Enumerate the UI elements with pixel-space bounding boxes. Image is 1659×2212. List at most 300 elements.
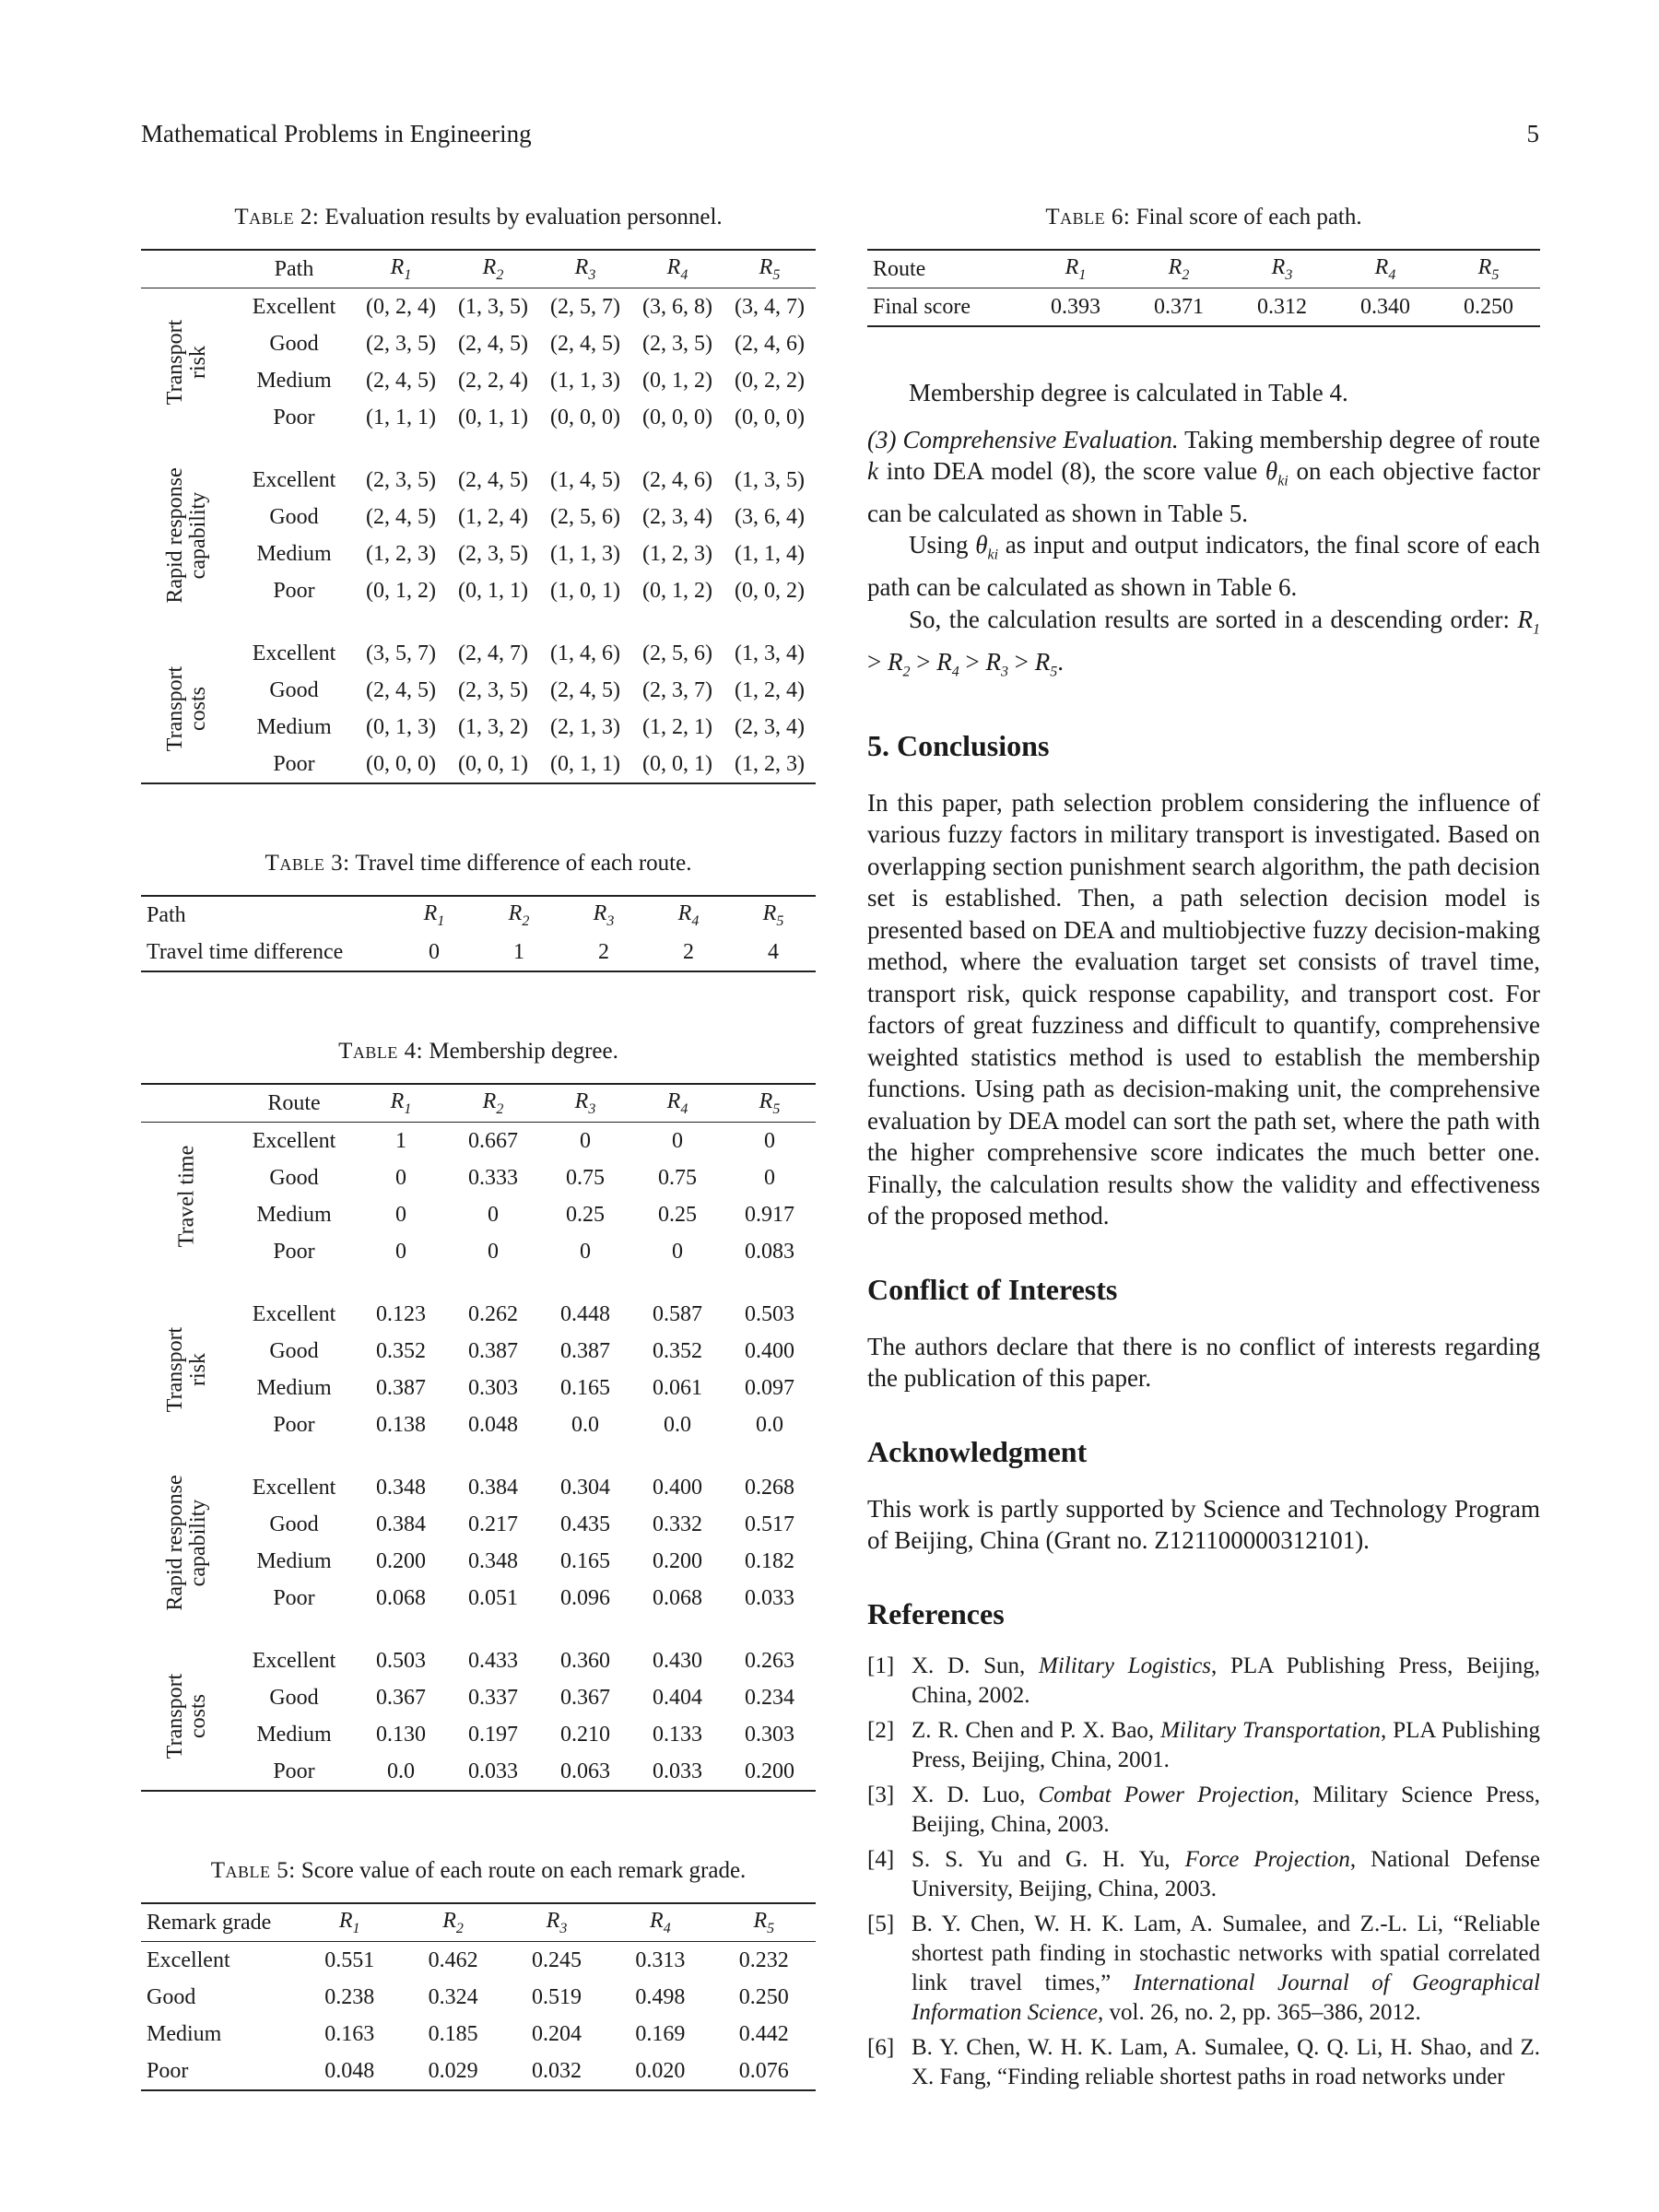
- table2-row: [141, 288, 816, 326]
- table2-cell: (1, 2, 4): [735, 677, 805, 702]
- route-header: [355, 250, 447, 288]
- table4-cell: 0: [580, 1239, 591, 1264]
- route-header-label: $R_4$: [666, 1088, 688, 1117]
- table2-cell: (0, 2, 2): [735, 368, 805, 393]
- table4-body: [141, 1123, 816, 1792]
- table5-cell: 0.029: [428, 2058, 478, 2083]
- reference-text: X. D. Luo, Combat Power Projection, Military Science Press, Beijing, China, 2003.: [912, 1782, 1540, 1837]
- route-header-label: $R_1$: [1065, 254, 1087, 283]
- table2-cell: (2, 5, 6): [642, 641, 712, 665]
- table5-row-label: Good: [147, 1984, 196, 2009]
- reference-text: S. S. Yu and G. H. Yu, Force Projection, National Defense University, Beijing, China, 2003.: [912, 1846, 1540, 1901]
- table4-group-label: Transport costs: [163, 1673, 210, 1759]
- ordering-paragraph: So, the calculation results are sorted in a descending order: $R_1 > R_2 > R_4 > R_3 > R_5$.: [867, 605, 1540, 680]
- table4-cell: 0.400: [653, 1475, 702, 1500]
- table5-row: [141, 1979, 816, 2016]
- table4-cell: 0.165: [560, 1548, 610, 1573]
- order-route: $R_1$: [1517, 605, 1540, 638]
- table2-cell: (0, 1, 3): [366, 714, 436, 739]
- route-header: [505, 1903, 608, 1942]
- conflict-heading: Conflict of Interests: [867, 1272, 1118, 1306]
- table4-cell: 0.217: [468, 1512, 518, 1536]
- order-separator: >: [959, 647, 986, 676]
- order-route: $R_5$: [1034, 647, 1058, 680]
- reference-item: [867, 1716, 1540, 1775]
- table2-cell: (1, 2, 1): [642, 714, 712, 739]
- table2-cell: (3, 6, 8): [642, 294, 712, 319]
- reference-item: [867, 1652, 1540, 1711]
- table3-header-row: [141, 896, 816, 934]
- table5-cell: 0.204: [531, 2021, 582, 2046]
- reference-title: Force Projection: [1184, 1846, 1350, 1872]
- table4-cell: 0.130: [376, 1722, 426, 1747]
- route-header-label: $R_2$: [482, 1088, 504, 1117]
- route-header-label: $R_4$: [666, 254, 688, 283]
- membership-paragraph: Membership degree is calculated in Table 4.: [909, 379, 1348, 406]
- table5-cell: 0.048: [324, 2058, 375, 2083]
- acknowledgment-text: This work is partly supported by Science and Technology Program of Beijing, China (Grant no. Z121100000312101).: [867, 1494, 1540, 1555]
- reference-title: International Journal of Geographical Information Science: [912, 1970, 1540, 2025]
- table4-cell: 0.75: [658, 1165, 697, 1190]
- table2-cell: (2, 4, 5): [550, 677, 620, 702]
- reference-number: [4]: [867, 1846, 895, 1872]
- route-header-label: $R_2$: [482, 254, 504, 283]
- table2-row: [141, 672, 816, 709]
- table2-cell: (0, 0, 0): [366, 751, 436, 776]
- table2-cell: (1, 4, 6): [550, 641, 620, 665]
- table2-cell: (1, 3, 2): [458, 714, 528, 739]
- table6-cell: 0.312: [1257, 294, 1307, 319]
- left-column: [141, 205, 816, 2091]
- table2-cell: (1, 3, 5): [735, 467, 805, 492]
- table4-cell: 0: [672, 1239, 683, 1264]
- table2-cell: (1, 2, 3): [735, 751, 805, 776]
- table2: [141, 249, 816, 784]
- route-header: [1127, 250, 1230, 288]
- table4-cell: 0.503: [376, 1648, 426, 1673]
- table4-cell: 0.234: [745, 1685, 794, 1710]
- table2-row: [141, 572, 816, 609]
- route-header-label: $R_4$: [650, 1908, 671, 1936]
- table5-cell: 0.250: [738, 1984, 789, 2009]
- route-header-label: $R_3$: [1271, 254, 1293, 283]
- table3-cell: 1: [513, 939, 524, 964]
- table2-cell: (1, 1, 1): [366, 405, 436, 429]
- reference-number: [1]: [867, 1653, 895, 1678]
- table4-cell: 0.063: [560, 1759, 610, 1783]
- table2-cell: (1, 2, 3): [642, 541, 712, 566]
- table4-cell: 0.25: [566, 1202, 605, 1227]
- table4-row: [141, 1406, 816, 1443]
- table2-grade: Good: [269, 331, 319, 356]
- table2-cell: (2, 4, 5): [366, 504, 436, 529]
- table4-cell: 0: [488, 1239, 499, 1264]
- table4-group-label: Transport risk: [163, 1326, 210, 1413]
- table2-cell: (2, 4, 5): [550, 331, 620, 356]
- table4-row: [141, 1642, 816, 1679]
- table2-cell: (0, 0, 1): [458, 751, 528, 776]
- table6-header-row: [867, 250, 1540, 288]
- table4-cell: 0.435: [560, 1512, 610, 1536]
- table2-cell: (0, 1, 2): [366, 578, 436, 603]
- route-header-label: $R_1$: [390, 1088, 412, 1117]
- table2-row: [141, 462, 816, 499]
- table4-cell: 0.400: [745, 1338, 794, 1363]
- table2-cell: (2, 3, 5): [458, 541, 528, 566]
- order-separator: >: [910, 647, 937, 676]
- table2-cell: (2, 3, 4): [735, 714, 805, 739]
- table4-cell: 0.0: [387, 1759, 415, 1783]
- table4-row: [141, 1506, 816, 1543]
- table4-cell: 0.197: [468, 1722, 518, 1747]
- table4-cell: 0.165: [560, 1375, 610, 1400]
- table4-cell: 0.200: [653, 1548, 702, 1573]
- table2-cell: (2, 4, 5): [366, 368, 436, 393]
- table4-cell: 0.448: [560, 1301, 610, 1326]
- table4-cell: 0.200: [745, 1759, 794, 1783]
- reference-number: [5]: [867, 1911, 895, 1936]
- acknowledgment-heading: Acknowledgment: [867, 1434, 1088, 1468]
- reference-text: Z. R. Chen and P. X. Bao, Military Transportation, PLA Publishing Press, Beijing, China, 2001.: [912, 1717, 1540, 1772]
- route-header-label: $R_5$: [759, 254, 781, 283]
- table3-cell: 2: [598, 939, 609, 964]
- table2-cell: (0, 1, 1): [550, 751, 620, 776]
- table4-cell: 0.352: [376, 1338, 426, 1363]
- table4-cell: 0.430: [653, 1648, 702, 1673]
- route-header-label: $R_5$: [1477, 254, 1500, 283]
- table5-cell: 0.032: [531, 2058, 582, 2083]
- table5-cell: 0.462: [428, 1947, 478, 1972]
- references-heading: References: [867, 1596, 1005, 1630]
- table4-cell: 0.182: [745, 1548, 794, 1573]
- table4-cell: 0.517: [745, 1512, 794, 1536]
- table6-block: [867, 205, 1540, 327]
- table3: [141, 895, 816, 972]
- table4-cell: 0.303: [745, 1722, 794, 1747]
- order-route: $R_2$: [887, 647, 911, 680]
- table4-cell: 0.096: [560, 1585, 610, 1610]
- table4-cell: 0.384: [468, 1475, 518, 1500]
- table4-cell: 0: [764, 1165, 775, 1190]
- route-header: [447, 250, 539, 288]
- table4-grade: Medium: [256, 1202, 332, 1227]
- table2-grade: Medium: [256, 368, 332, 393]
- table2-group-label: Transport costs: [163, 665, 210, 752]
- table4-cell: 0.068: [653, 1585, 702, 1610]
- table5-cell: 0.324: [428, 1984, 478, 2009]
- table4-cell: 0.304: [560, 1475, 610, 1500]
- table4-row: [141, 1196, 816, 1233]
- route-header-label: $R_1$: [338, 1908, 360, 1936]
- table4-cell: 0.200: [376, 1548, 426, 1573]
- reference-title: Military Logistics: [1039, 1653, 1212, 1678]
- table2-grade: Good: [269, 504, 319, 529]
- reference-text: B. Y. Chen, W. H. K. Lam, A. Sumalee, and Z.-L. Li, “Reliable shortest path finding in stochastic networks with spatial correlated link travel times,” International Journal of Geographical Information Science, vol. 26, no. 2, pp. 365–386, 2012.: [912, 1911, 1540, 2025]
- table4-grade: Good: [269, 1165, 319, 1190]
- table5-cell: 0.163: [324, 2021, 375, 2046]
- table5-cell: 0.442: [738, 2021, 789, 2046]
- route-header: [731, 896, 816, 934]
- route-header: [608, 1903, 712, 1942]
- table4-cell: 0.587: [653, 1301, 702, 1326]
- conflict-text: The authors declare that there is no conflict of interests regarding the publication of this paper.: [867, 1332, 1540, 1393]
- table2-cell: (2, 4, 7): [458, 641, 528, 665]
- table5-row: [141, 2053, 816, 2090]
- route-header: [539, 250, 631, 288]
- table4-cell: 0: [764, 1128, 775, 1153]
- table4-grade: Medium: [256, 1548, 332, 1573]
- table4-cell: 0.210: [560, 1722, 610, 1747]
- table4-cell: 0.033: [745, 1585, 794, 1610]
- table3-cell: 0: [429, 939, 440, 964]
- table4: [141, 1083, 816, 1792]
- table4-cell: 0.332: [653, 1512, 702, 1536]
- table4-cell: 0.75: [566, 1165, 605, 1190]
- table3-row-label: Travel time difference: [147, 939, 344, 964]
- table2-row: [141, 325, 816, 362]
- table2-row: [141, 362, 816, 399]
- route-header: [724, 250, 816, 288]
- table4-grade: Good: [269, 1338, 319, 1363]
- table4-cell: 0: [395, 1202, 406, 1227]
- table4-row: [141, 1370, 816, 1406]
- table4-grade: Good: [269, 1685, 319, 1710]
- route-header-label: $R_2$: [442, 1908, 464, 1936]
- table4-grade: Medium: [256, 1375, 332, 1400]
- table4-row: [141, 1753, 816, 1791]
- table4-cell: 0.268: [745, 1475, 794, 1500]
- table4-cell: 0.348: [468, 1548, 518, 1573]
- group-spacer: [141, 1270, 816, 1296]
- table4-cell: 0.337: [468, 1685, 518, 1710]
- table4-cell: 0.0: [571, 1412, 599, 1437]
- table2-group-label: Rapid response capability: [163, 467, 210, 604]
- reference-item: [867, 2033, 1540, 2092]
- table4-cell: 0.25: [658, 1202, 697, 1227]
- table5-col0-header: Remark grade: [141, 1903, 298, 1942]
- table4-cell: 0.333: [468, 1165, 518, 1190]
- route-header: [539, 1084, 631, 1123]
- table4-grade: Good: [269, 1512, 319, 1536]
- table2-cell: (1, 2, 4): [458, 504, 528, 529]
- route-header-label: $R_5$: [753, 1908, 775, 1936]
- table4-grade: Poor: [273, 1239, 315, 1264]
- using-theta-paragraph: Using $\theta_{ki}$ as input and output indicators, the final score of each path can be calculated as shown in Table 6.: [867, 531, 1540, 602]
- table2-block: [141, 205, 816, 784]
- table2-cell: (0, 1, 1): [458, 405, 528, 429]
- group-spacer: [141, 1443, 816, 1469]
- table4-col0-header: Route: [233, 1084, 355, 1123]
- table5-row: [141, 2016, 816, 2053]
- group-spacer: [141, 436, 816, 462]
- route-header-label: $R_3$: [574, 254, 596, 283]
- table2-cell: (0, 0, 0): [735, 405, 805, 429]
- table4-cell: 0.348: [376, 1475, 426, 1500]
- table2-cell: (2, 3, 5): [366, 467, 436, 492]
- order-separator: >: [1007, 647, 1035, 676]
- table2-cell: (2, 4, 5): [458, 467, 528, 492]
- table5-cell: 0.245: [531, 1947, 582, 1972]
- table5-row: [141, 1942, 816, 1980]
- route-header-label: $R_1$: [423, 900, 445, 929]
- reference-item: [867, 1845, 1540, 1904]
- reference-title: Military Transportation: [1160, 1717, 1382, 1743]
- table4-cell: 0.051: [468, 1585, 518, 1610]
- table2-cell: (3, 4, 7): [735, 294, 805, 319]
- table4-cell: 0.048: [468, 1412, 518, 1437]
- route-header: [712, 1903, 816, 1942]
- reference-title: Combat Power Projection: [1038, 1782, 1294, 1807]
- order-route: $R_4$: [936, 647, 959, 680]
- table2-cell: (1, 1, 3): [550, 368, 620, 393]
- table2-col0-header: Path: [233, 250, 355, 288]
- table4-cell: 0.033: [653, 1759, 702, 1783]
- table4-group-label: Travel time: [174, 1145, 199, 1248]
- table5-block: [141, 1858, 816, 2091]
- table4-cell: 0.033: [468, 1759, 518, 1783]
- route-header: [1024, 250, 1127, 288]
- table2-row: [141, 499, 816, 535]
- table2-cell: (1, 3, 4): [735, 641, 805, 665]
- table4-grade: Excellent: [252, 1128, 336, 1153]
- table2-cell: (0, 1, 2): [642, 578, 712, 603]
- table2-cell: (2, 4, 5): [458, 331, 528, 356]
- route-header: [477, 896, 561, 934]
- table2-cell: (1, 1, 3): [550, 541, 620, 566]
- table6-col0-header: Route: [867, 250, 1024, 288]
- table2-grade: Excellent: [252, 467, 336, 492]
- table4-row: [141, 1296, 816, 1333]
- references-list: [867, 1652, 1540, 2092]
- reference-text: B. Y. Chen, W. H. K. Lam, A. Sumalee, Q. Q. Li, H. Shao, and Z. X. Fang, “Finding reliable shortest paths in road networks under: [912, 2034, 1540, 2089]
- table5: [141, 1902, 816, 2091]
- route-header-label: $R_4$: [1374, 254, 1396, 283]
- route-header-label: $R_5$: [762, 900, 784, 929]
- table3-caption: Table 3: Travel time difference of each route.: [265, 851, 692, 876]
- table2-cell: (2, 4, 5): [366, 677, 436, 702]
- comprehensive-evaluation-paragraph: (3) Comprehensive Evaluation. Taking membership degree of route k into DEA model (8), the score value $\theta_{ki}$ on each objective factor can be calculated as shown in Table 5.: [867, 425, 1540, 527]
- table4-cell: 0.387: [560, 1338, 610, 1363]
- table4-cell: 0.138: [376, 1412, 426, 1437]
- table4-cell: 0: [488, 1202, 499, 1227]
- table4-cell: 0.384: [376, 1512, 426, 1536]
- route-header: [1334, 250, 1437, 288]
- table5-row-label: Medium: [147, 2021, 222, 2046]
- journal-name: Mathematical Problems in Engineering: [141, 120, 532, 147]
- route-header: [1437, 250, 1540, 288]
- table4-cell: 0.123: [376, 1301, 426, 1326]
- table2-row: [141, 399, 816, 436]
- table3-col0-header: Path: [147, 902, 186, 927]
- table5-cell: 0.232: [738, 1947, 789, 1972]
- route-header: [1230, 250, 1334, 288]
- table2-cell: (2, 4, 6): [735, 331, 805, 356]
- table5-cell: 0.498: [635, 1984, 686, 2009]
- table4-row: [141, 1679, 816, 1716]
- reference-number: [2]: [867, 1717, 895, 1743]
- table3-block: [141, 851, 816, 972]
- table4-cell: 0: [395, 1239, 406, 1264]
- table4-cell: 0.0: [756, 1412, 783, 1437]
- table6: [867, 249, 1540, 327]
- table4-cell: 0.083: [745, 1239, 794, 1264]
- table2-row: [141, 535, 816, 572]
- table4-cell: 0.404: [653, 1685, 702, 1710]
- table2-grade: Medium: [256, 541, 332, 566]
- table4-cell: 0.503: [745, 1301, 794, 1326]
- route-header-label: $R_5$: [759, 1088, 781, 1117]
- table4-group-label: Rapid response capability: [163, 1475, 210, 1611]
- table2-grade: Poor: [273, 405, 315, 429]
- table2-cell: (2, 3, 5): [458, 677, 528, 702]
- table6-caption: Table 6: Final score of each path.: [1045, 205, 1362, 229]
- table3-cell: 4: [768, 939, 779, 964]
- table2-cell: (0, 0, 2): [735, 578, 805, 603]
- table5-cell: 0.169: [635, 2021, 686, 2046]
- route-header: [724, 1084, 816, 1123]
- table2-cell: (0, 1, 1): [458, 578, 528, 603]
- table4-cell: 0.068: [376, 1585, 426, 1610]
- table2-row: [141, 635, 816, 672]
- table2-row: [141, 709, 816, 746]
- table4-cell: 0.061: [653, 1375, 702, 1400]
- table5-cell: 0.076: [738, 2058, 789, 2083]
- table4-cell: 0: [672, 1128, 683, 1153]
- table6-body: [867, 288, 1540, 327]
- table4-header-row: [141, 1084, 816, 1123]
- table4-cell: 0.133: [653, 1722, 702, 1747]
- route-header-label: $R_3$: [574, 1088, 596, 1117]
- table2-group-label: Transport risk: [163, 319, 210, 406]
- table5-cell: 0.519: [531, 1984, 582, 2009]
- route-header: [355, 1084, 447, 1123]
- table2-row: [141, 746, 816, 783]
- table2-cell: (2, 1, 3): [550, 714, 620, 739]
- table4-caption: Table 4: Membership degree.: [338, 1039, 618, 1064]
- table2-grade: Poor: [273, 578, 315, 603]
- table4-cell: 0: [395, 1165, 406, 1190]
- conclusions-text: In this paper, path selection problem considering the influence of various fuzzy factors in military transport is investigated. Based on overlapping section punishment search algorithm, the path decision set is established. Then, a path selection decision model is presented based on DEA and multiobjective fuzzy decision-making method, where the evaluation target set consists of travel time, transport risk, quick response capability, and transport cost. For factors of great fuzziness and difficult to quantify, comprehensive weighted statistics method is used to establish the membership functions. Using path as decision-making unit, the comprehensive evaluation by DEA model can sort the path set, where the path with the higher comprehensive score indicates the much better one. Finally, the calculation results show the validity and effectiveness of the proposed method.: [867, 788, 1540, 1230]
- table5-header-row: [141, 1903, 816, 1942]
- reference-number: [3]: [867, 1782, 895, 1807]
- running-header: [141, 120, 1539, 148]
- table4-cell: 0.352: [653, 1338, 702, 1363]
- route-header-label: $R_3$: [593, 900, 615, 929]
- table5-cell: 0.238: [324, 1984, 375, 2009]
- table4-grade: Medium: [256, 1722, 332, 1747]
- route-header: [646, 896, 731, 934]
- table5-cell: 0.313: [635, 1947, 686, 1972]
- table5-cell: 0.185: [428, 2021, 478, 2046]
- table2-grade: Medium: [256, 714, 332, 739]
- table4-block: [141, 1039, 816, 1792]
- conclusions-heading: 5. Conclusions: [867, 728, 1050, 762]
- table5-cell: 0.020: [635, 2058, 686, 2083]
- table2-cell: (0, 2, 4): [366, 294, 436, 319]
- route-header-label: $R_4$: [677, 900, 700, 929]
- table4-cell: 0.367: [376, 1685, 426, 1710]
- table6-row-label: Final score: [873, 294, 971, 319]
- table4-row: [141, 1716, 816, 1753]
- table4-cell: 0.667: [468, 1128, 518, 1153]
- table4-row: [141, 1123, 816, 1160]
- table4-cell: 0.387: [376, 1375, 426, 1400]
- order-route: $R_3$: [985, 647, 1008, 680]
- table4-cell: 0.097: [745, 1375, 794, 1400]
- table4-row: [141, 1580, 816, 1617]
- order-separator: >: [867, 647, 888, 676]
- table4-cell: 0.433: [468, 1648, 518, 1673]
